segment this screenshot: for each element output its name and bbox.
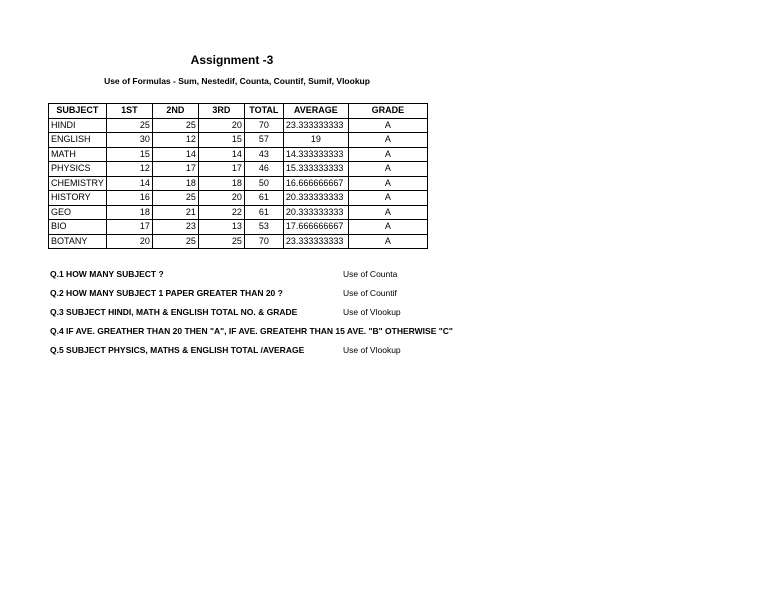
- cell-1st: 17: [106, 220, 152, 235]
- cell-total: 43: [244, 147, 283, 162]
- question-row: [50, 325, 453, 344]
- question-text: Q.3 SUBJECT HINDI, MATH & ENGLISH TOTAL NO. & GRADE: [50, 307, 298, 317]
- cell-average: 15.333333333: [283, 162, 348, 177]
- cell-2nd: 25: [152, 118, 198, 133]
- cell-1st: 18: [106, 205, 152, 220]
- header-total: TOTAL: [244, 104, 283, 119]
- header-grade: GRADE: [348, 104, 427, 119]
- header-average: AVERAGE: [283, 104, 348, 119]
- cell-total: 50: [244, 176, 283, 191]
- cell-3rd: 20: [198, 118, 244, 133]
- table-row: [49, 176, 428, 191]
- cell-3rd: 22: [198, 205, 244, 220]
- cell-grade: A: [348, 133, 427, 148]
- page-subtitle: Use of Formulas - Sum, Nestedif, Counta, Countif, Sumif, Vlookup: [104, 76, 370, 86]
- header-2nd: 2ND: [152, 104, 198, 119]
- table-row: [49, 118, 428, 133]
- question-row: [50, 287, 453, 306]
- cell-subject: PHYSICS: [49, 162, 107, 177]
- question-hint: Use of Countif: [343, 288, 397, 298]
- cell-total: 46: [244, 162, 283, 177]
- header-3rd: 3RD: [198, 104, 244, 119]
- question-text: Q.1 HOW MANY SUBJECT ?: [50, 269, 164, 279]
- cell-grade: A: [348, 162, 427, 177]
- table-row: [49, 162, 428, 177]
- cell-average: 23.333333333: [283, 234, 348, 249]
- cell-3rd: 18: [198, 176, 244, 191]
- question-hint: Use of Vlookup: [343, 307, 401, 317]
- cell-1st: 15: [106, 147, 152, 162]
- cell-subject: BIO: [49, 220, 107, 235]
- cell-3rd: 20: [198, 191, 244, 206]
- question-row: [50, 306, 453, 325]
- page-title: Assignment -3: [190, 53, 274, 67]
- question-row: [50, 268, 453, 287]
- cell-grade: A: [348, 118, 427, 133]
- cell-1st: 25: [106, 118, 152, 133]
- cell-grade: A: [348, 220, 427, 235]
- cell-total: 70: [244, 118, 283, 133]
- cell-subject: GEO: [49, 205, 107, 220]
- question-text: Q.5 SUBJECT PHYSICS, MATHS & ENGLISH TOTAL /AVERAGE: [50, 345, 305, 355]
- table-row: [49, 147, 428, 162]
- cell-2nd: 18: [152, 176, 198, 191]
- cell-3rd: 13: [198, 220, 244, 235]
- table-row: [49, 205, 428, 220]
- marks-table: [48, 103, 428, 249]
- question-hint: Use of Vlookup: [343, 345, 401, 355]
- table-header-row: [49, 104, 428, 119]
- table-row: [49, 220, 428, 235]
- cell-total: 61: [244, 205, 283, 220]
- cell-1st: 30: [106, 133, 152, 148]
- table-row: [49, 191, 428, 206]
- cell-2nd: 12: [152, 133, 198, 148]
- cell-2nd: 17: [152, 162, 198, 177]
- questions-list: [50, 268, 453, 363]
- header-subject: SUBJECT: [49, 104, 107, 119]
- cell-subject: HINDI: [49, 118, 107, 133]
- cell-subject: BOTANY: [49, 234, 107, 249]
- cell-average: 19: [283, 133, 348, 148]
- cell-3rd: 15: [198, 133, 244, 148]
- cell-2nd: 14: [152, 147, 198, 162]
- table-row: [49, 133, 428, 148]
- question-text: Q.2 HOW MANY SUBJECT 1 PAPER GREATER THAN 20 ?: [50, 288, 283, 298]
- cell-total: 70: [244, 234, 283, 249]
- cell-average: 14.333333333: [283, 147, 348, 162]
- cell-1st: 12: [106, 162, 152, 177]
- question-text: Q.4 IF AVE. GREATHER THAN 20 THEN "A", IF AVE. GREATEHR THAN 15 AVE. "B" OTHERWISE "C": [50, 326, 453, 336]
- cell-average: 23.333333333: [283, 118, 348, 133]
- cell-2nd: 23: [152, 220, 198, 235]
- cell-1st: 14: [106, 176, 152, 191]
- cell-average: 16.666666667: [283, 176, 348, 191]
- cell-average: 17.666666667: [283, 220, 348, 235]
- cell-subject: ENGLISH: [49, 133, 107, 148]
- cell-subject: HISTORY: [49, 191, 107, 206]
- question-row: [50, 344, 453, 363]
- cell-grade: A: [348, 191, 427, 206]
- cell-1st: 16: [106, 191, 152, 206]
- question-hint: Use of Counta: [343, 269, 398, 279]
- cell-3rd: 14: [198, 147, 244, 162]
- cell-3rd: 25: [198, 234, 244, 249]
- cell-2nd: 25: [152, 191, 198, 206]
- cell-grade: A: [348, 176, 427, 191]
- cell-grade: A: [348, 205, 427, 220]
- cell-2nd: 25: [152, 234, 198, 249]
- cell-grade: A: [348, 147, 427, 162]
- header-1st: 1ST: [106, 104, 152, 119]
- cell-total: 53: [244, 220, 283, 235]
- cell-grade: A: [348, 234, 427, 249]
- cell-subject: MATH: [49, 147, 107, 162]
- table-row: [49, 234, 428, 249]
- cell-average: 20.333333333: [283, 191, 348, 206]
- cell-subject: CHEMISTRY: [49, 176, 107, 191]
- cell-total: 57: [244, 133, 283, 148]
- cell-1st: 20: [106, 234, 152, 249]
- cell-average: 20.333333333: [283, 205, 348, 220]
- cell-total: 61: [244, 191, 283, 206]
- cell-3rd: 17: [198, 162, 244, 177]
- cell-2nd: 21: [152, 205, 198, 220]
